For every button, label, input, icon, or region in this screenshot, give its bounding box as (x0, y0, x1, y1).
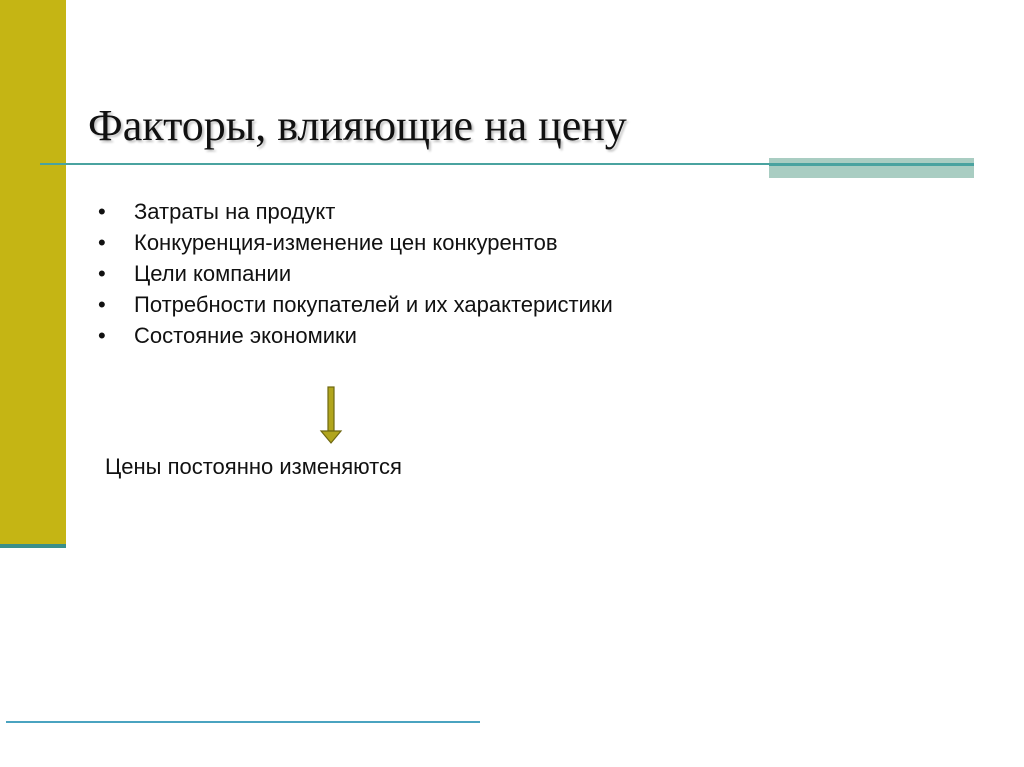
list-item (98, 258, 658, 289)
list-item (98, 289, 658, 320)
title-divider-accent-line (769, 163, 974, 166)
bullet-icon: • (98, 261, 106, 286)
slide-title: Факторы, влияющие на цену (88, 101, 627, 150)
bullet-icon: • (98, 199, 106, 224)
bullet-text: Потребности покупателей и их характеристики (134, 292, 613, 317)
side-bar (0, 0, 66, 544)
bullet-icon: • (98, 323, 106, 348)
arrow-down-icon (318, 386, 344, 444)
bullet-icon: • (98, 230, 106, 255)
bullet-text: Конкуренция-изменение цен конкурентов (134, 230, 558, 255)
bullet-text: Цели компании (134, 261, 292, 286)
list-item (98, 320, 658, 351)
footer-divider (6, 721, 480, 723)
title-divider-accent (769, 158, 974, 178)
bullet-text: Состояние экономики (134, 323, 357, 348)
bullet-icon: • (98, 292, 106, 317)
list-item (98, 227, 658, 258)
side-bar-accent (0, 544, 66, 548)
list-item (98, 196, 658, 227)
bullet-text: Затраты на продукт (134, 199, 336, 224)
conclusion-text: Цены постоянно изменяются (105, 454, 402, 479)
bullet-list (98, 196, 658, 351)
